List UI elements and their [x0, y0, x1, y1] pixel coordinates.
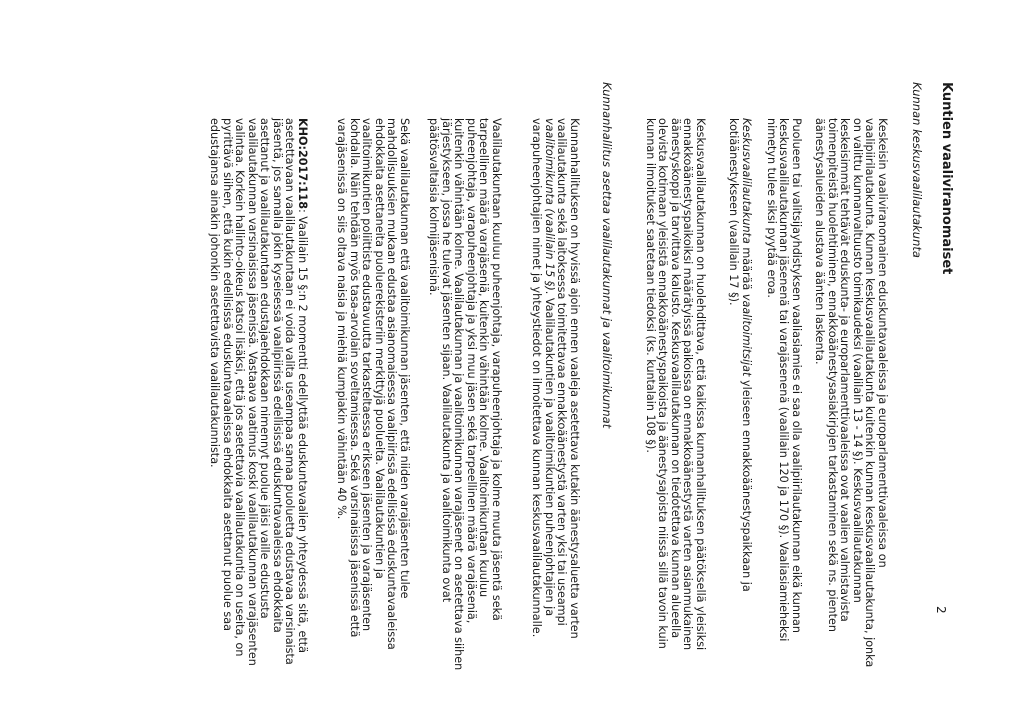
paragraph-aanestyskoppi	[644, 118, 707, 678]
paragraph-edustavuus	[335, 118, 410, 678]
paragraph-kunnanhallituksen	[530, 118, 580, 678]
section-heading-kunnanhallitus: Kunnanhallitus asettaa vaalilautakunnat ja vaalitoimikunnat	[600, 82, 614, 429]
paragraph-text: määrää	[740, 243, 753, 294]
paragraph-text: Keskusvaalilautakunnan on huolehdittava, että kaikissa kunnanhallituksen päätöksellä yleisiksi ennakkoäänestyspaikoiksi määrätyissä paikoissa on ennakkoäänestystä varten asianmukainen äänestyskoppi ja tarvittava kalusto. Keskusvaalilautakunnan on tiedotettava kunnan alueella olevista kotimaan yleisistä ennakkoäänestyspaikoista ja äänestysajoista niissä sillä tavoin kuin kunnan ilmoitukset saatetaan tiedoksi (ks. kuntalain 108 §).	[644, 118, 707, 651]
paragraph-text: Vaalilautakuntaan kuuluu puheenjohtaja, varapuheenjohtaja ja kolme muuta jäsentä sekä tarpeellinen määrä varajäseniä, kuitenkin vähintään kolme. Vaalitoimikuntaan kuuluu puheenjohtaja, varapuheenjohtaja ja yksi muu jäsen sekä tarpeellinen määrä varajäseniä, kuitenkin vähintään kolme. Vaalilautakunnan ja vaalitoimikunnan varajäsenet on asetettava siihen järjestykseen, jossa he tulevat jäsenten sijaan. Vaalilautakunta ja vaalitoimikunta ovat päätösvaltaisia kolmijäsenisinä.	[427, 118, 503, 671]
paragraph-vaaliasiamies	[765, 118, 803, 678]
italic-term-vaalitoimitsijat: vaalitoimitsijat	[740, 293, 753, 377]
italic-term-vaalitoimikunta: vaalitoimikunta (vaalilain 15 §)	[543, 118, 556, 291]
paragraph-text-rest: yleiseen ennakkoäänestyspaikkaan ja kotiäänestykseen (vaalilain 17 §).	[727, 118, 753, 592]
paragraph-keskeisin	[813, 118, 888, 678]
paragraph-text: Sekä vaalilautakunnan että vaalitoimikunnan jäsenten, että niiden varajäsenten tulee mahdollisuuksien mukaan edustaa asianomaisessa vaalipiirissä edellisissä eduskuntavaaleissa ehdokkaita asettaneita puoluerekisteriin merkittyjä puolueita. Vaalilautakuntien ja vaalitoimikuntien poliittista edustavuutta tarkasteltaessa erikseen jäsenten ja varajäsenten kohdalla. Näin tehdään myös tasa-arvolain soveltamisessa. Sekä varsinaisissa jäsenissä että varajäsenissä on siis oltava naisia ja miehiä kumpiakin vähintään 40 %.	[335, 118, 411, 650]
paragraph-text: : Vaalilain 15 §:n 2 momentti edellyttää eduskuntavaalien yhteydessä sitä, että asetettavaan vaalilautakuntaan ei voida valita useampaa samaa puoluetta edustavaa varsinaista jäsentä, jos samalla jokin kyseisessä vaalipiirissä edellisissä eduskuntavaaleissa ehdokkaita asettanut ja vaalilautakuntaan edustajaehdokkaan nimennyt puolue jäisi vaille edustusta vaalilautakunnan varsinaisissa jäsenissä. Vastaava vaatimus koski vaalilautakunnan varajäsenten valintaa. Korkein hallinto-oikeus katsoi lisäksi, että jos asetettavia vaalilautakuntia on useita, on pyrittävä siihen, että kukin edellisissä eduskuntavaaleissa ehdokkaita asettanut puolue saa edustajansa ainakin johonkin asetettavista vaalilautakunnista.	[208, 118, 309, 666]
paragraph-kokoonpano	[427, 118, 502, 678]
paragraph-text: Kunnanhallituksen on hyvissä ajoin ennen vaaleja asetettava kutakin äänestysaluetta varten vaalilautakunta sekä laitoksessa toimitettavaa ennakkoäänestystä varten yksi tai useampi	[555, 118, 581, 639]
paragraph-text: Keskeisin vaaliviranomainen eduskuntavaaleissa ja europarlamenttivaaleissa on vaalipiirilautakunta. Kunnan keskusvaalilautakunta kuitenkin kunnan keskusvaalilautakunta, jonka on valittu kunnanvaltuusto toimikaudeksi (vaalilain 13 - 14 §). Keskusvaalilautakunnan keskeisimmät tehtävät eduskunta- ja europarlamenttivaaleissa ovat vaalien valmistavista toimenpiteistä huolehtiminen, ennakkoäänestysasiakirjojen tarkastaminen sekä ns. pienten äänestysalueiden alustava äänten laskenta.	[813, 118, 889, 668]
page-title: Kuntien vaaliviranomaiset	[939, 82, 954, 275]
italic-term-keskusvaalilautakunta: Keskusvaalilautakunta	[740, 118, 753, 244]
page-number: 2	[934, 606, 948, 614]
paragraph-text-rest: . Vaalilautakuntien ja vaalitoimikuntien puheenjohtajien ja varapuheenjohtajien nimet ja yhteystiedot on ilmoitettava kunnan keskusvaalilautakunnalle.	[530, 118, 556, 638]
paragraph-vaalitoimitsijat	[727, 118, 752, 678]
paragraph-text: Puolueen tai valitsijayhdistyksen vaaliasiamies ei saa olla vaalipiirilautakunnan eikä kunnan keskusvaalilautakunnan jäsenenä tai varajäsenenä (vaalilain 120 ja 170 §). Vaaliasiamieheksi nimetyn tulee siksi pyytää eroa.	[765, 118, 803, 642]
section-heading-keskusvaalilautakunta: Kunnan keskusvaalilautakunta	[910, 82, 924, 258]
paragraph-kho	[208, 118, 308, 678]
case-reference: KHO:2017:118	[296, 118, 309, 209]
